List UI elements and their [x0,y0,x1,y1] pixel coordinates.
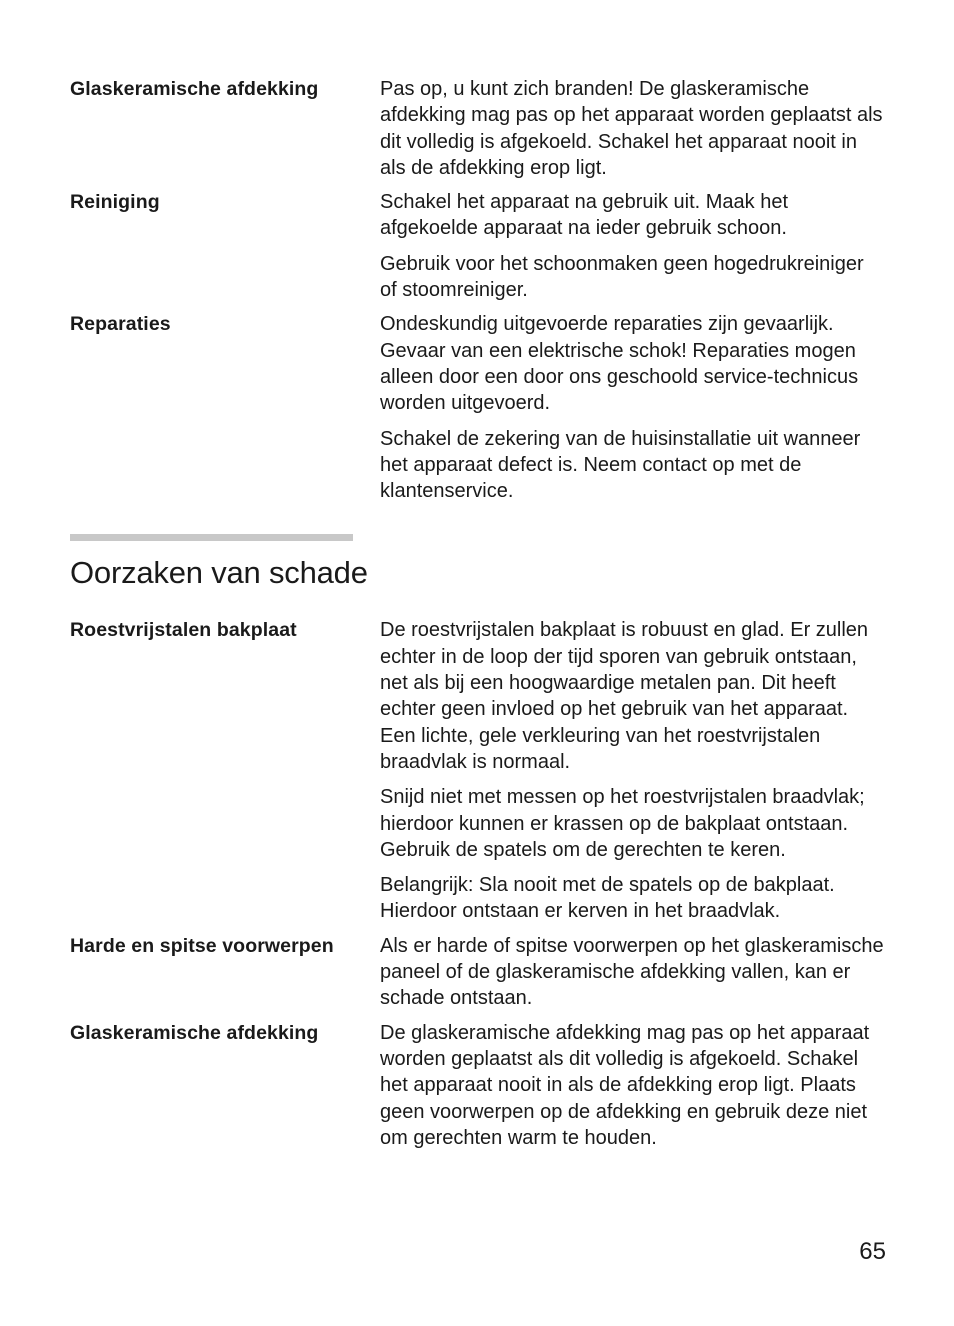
page-content [70,76,885,1159]
entry-row [70,617,885,924]
entry-row [70,933,885,1012]
entry-label: Glaskeramische afdekking [70,78,319,100]
entry-body [380,617,885,924]
entry-paragraph: Pas op, u kunt zich branden! De glaskeramische afdekking mag pas op het apparaat worden geplaatst als dit volledig is afgekoeld. Schakel het apparaat nooit in als de afdekking erop ligt. [380,78,883,179]
entry-paragraph: Belangrijk: Sla nooit met de spatels op de bakplaat. Hierdoor ontstaan er kerven in het braadvlak. [380,874,835,923]
section-divider [70,534,353,541]
entry-paragraph: Gebruik voor het schoonmaken geen hogedrukreiniger of stoomreiniger. [380,252,864,302]
entry-row [70,189,885,303]
entry-row [70,76,885,181]
entry-paragraph: De roestvrijstalen bakplaat is robuust en glad. Er zullen echter in de loop der tijd sporen van gebruik ontstaan, net als bij een hoogwaardige metalen pan. Dit heeft echter geen invloed op het gebruik van het apparaat. Een lichte, gele verkleuring van het roestvrijstalen braadvlak is normaal. [380,619,869,773]
entry-body [380,1020,885,1151]
section-safety [70,76,885,504]
entry-label: Roestvrijstalen bakplaat [70,619,297,642]
section-damage-causes [70,617,885,1151]
entry-paragraph: Ondeskundig uitgevoerde reparaties zijn gevaarlijk. Gevaar van een elektrische schok! Reparaties mogen alleen door een door ons geschoold service-technicus worden uitgevoerd. [380,313,859,415]
entry-paragraph: Schakel het apparaat na gebruik uit. Maak het afgekoelde apparaat na ieder gebruik schoon. [380,191,789,240]
entry-row [70,311,885,504]
entry-paragraph: Schakel de zekering van de huisinstallatie uit wanneer het apparaat defect is. Neem contact op met de klantenservice. [380,427,861,503]
page-number: 65 [859,1238,886,1265]
entry-paragraph: Als er harde of spitse voorwerpen op het glaskeramische paneel of de glaskeramische afdekking vallen, kan er schade ontstaan. [380,934,884,1010]
entry-body [380,311,885,504]
entry-row [70,1020,885,1151]
entry-label: Glaskeramische afdekking [70,1021,319,1044]
section-title: Oorzaken van schade [70,555,368,591]
entry-body [380,76,885,181]
entry-label: Reparaties [70,313,171,336]
entry-body [380,189,885,303]
entry-body [380,933,885,1012]
entry-paragraph: Snijd niet met messen op het roestvrijstalen braadvlak; hierdoor kunnen er krassen op de bakplaat ontstaan. Gebruik de spatels om de gerechten te keren. [380,786,865,861]
entry-label: Harde en spitse voorwerpen [70,934,334,957]
entry-paragraph: De glaskeramische afdekking mag pas op het apparaat worden geplaatst als dit volledig is afgekoeld. Schakel het apparaat nooit in als de afdekking erop ligt. Plaats geen voorwerpen op de afdekking en gebruik deze niet om gerechten warm te houden. [380,1021,870,1149]
entry-label: Reiniging [70,191,160,214]
